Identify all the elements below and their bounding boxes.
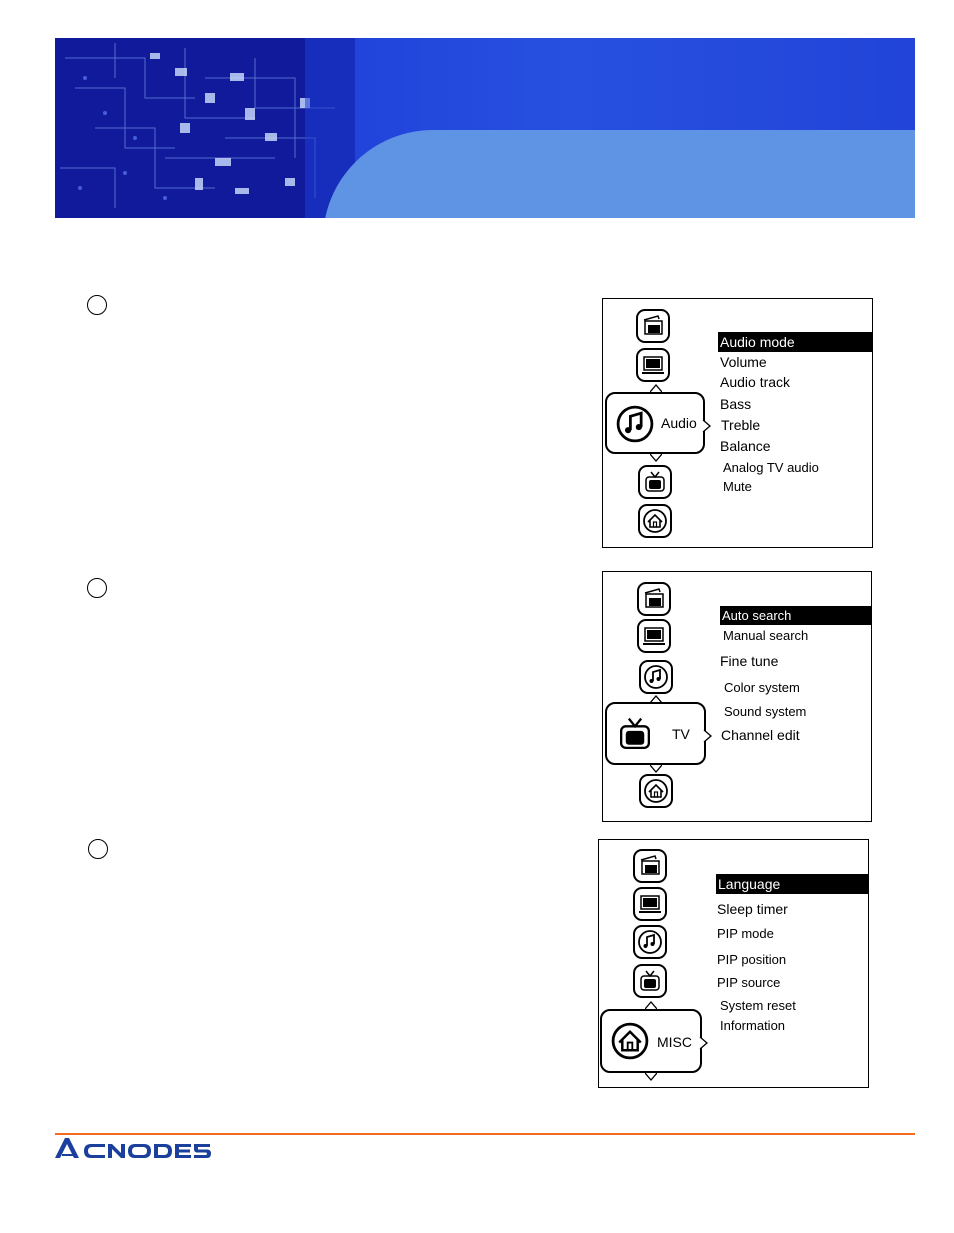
chevron-right-icon xyxy=(703,730,713,742)
menu-item[interactable]: Channel edit xyxy=(721,727,800,743)
picture-icon[interactable] xyxy=(633,849,667,883)
menu-item[interactable]: Sound system xyxy=(724,704,807,719)
menu-item[interactable]: Manual search xyxy=(723,628,809,643)
tv-menu-panel xyxy=(602,571,872,822)
category-label: Audio xyxy=(661,415,697,431)
header-banner xyxy=(55,38,915,218)
menu-item[interactable]: Analog TV audio xyxy=(723,460,819,475)
misc-category-selected[interactable] xyxy=(600,1009,702,1073)
menu-item[interactable]: Color system xyxy=(724,680,800,695)
acnodes-logo xyxy=(55,1134,215,1164)
menu-item[interactable]: Fine tune xyxy=(720,653,779,669)
monitor-icon[interactable] xyxy=(633,887,667,921)
chevron-right-icon xyxy=(699,1037,709,1049)
step-marker xyxy=(87,295,107,315)
menu-item[interactable]: Balance xyxy=(720,438,771,454)
music-icon[interactable] xyxy=(639,660,673,694)
category-label: TV xyxy=(672,726,690,742)
tv-icon[interactable] xyxy=(638,465,672,499)
scroll-up-arrow-icon[interactable] xyxy=(645,1001,657,1009)
misc-menu-panel xyxy=(598,839,869,1088)
menu-item[interactable]: Language xyxy=(716,874,869,894)
banner-tab xyxy=(323,130,915,218)
menu-item[interactable]: PIP position xyxy=(717,952,787,967)
music-icon[interactable] xyxy=(633,925,667,959)
circuit-board-image xyxy=(55,38,355,218)
menu-item[interactable]: Audio mode xyxy=(718,332,873,352)
step-marker xyxy=(88,839,108,859)
music-icon xyxy=(615,404,655,444)
menu-item[interactable]: Sleep timer xyxy=(717,901,788,917)
audio-category-selected[interactable] xyxy=(605,392,705,454)
picture-icon[interactable] xyxy=(637,582,671,616)
step-marker xyxy=(87,578,107,598)
tv-icon[interactable] xyxy=(633,964,667,998)
menu-item[interactable]: Volume xyxy=(720,354,767,370)
picture-icon[interactable] xyxy=(636,309,670,343)
menu-item[interactable]: Mute xyxy=(723,479,752,494)
category-label: MISC xyxy=(657,1034,692,1050)
menu-item[interactable]: Treble xyxy=(721,417,761,433)
scroll-down-arrow-icon[interactable] xyxy=(650,765,662,773)
audio-menu-panel xyxy=(602,298,873,548)
menu-item[interactable]: PIP source xyxy=(717,975,781,990)
menu-item[interactable]: Bass xyxy=(720,396,752,412)
scroll-down-arrow-icon[interactable] xyxy=(650,454,662,462)
menu-item[interactable]: Information xyxy=(720,1018,786,1033)
menu-item[interactable]: Auto search xyxy=(720,606,872,625)
home-icon[interactable] xyxy=(638,504,672,538)
menu-item[interactable]: Audio track xyxy=(720,374,791,390)
scroll-down-arrow-icon[interactable] xyxy=(645,1073,657,1081)
tv-category-selected[interactable] xyxy=(605,702,706,765)
scroll-up-arrow-icon[interactable] xyxy=(650,384,662,392)
monitor-icon[interactable] xyxy=(637,619,671,653)
monitor-icon[interactable] xyxy=(636,348,670,382)
menu-item[interactable]: PIP mode xyxy=(717,926,774,941)
home-icon xyxy=(610,1021,650,1061)
home-icon[interactable] xyxy=(639,774,673,808)
chevron-right-icon xyxy=(702,420,712,432)
menu-item[interactable]: System reset xyxy=(720,998,796,1013)
tv-icon xyxy=(615,714,655,754)
